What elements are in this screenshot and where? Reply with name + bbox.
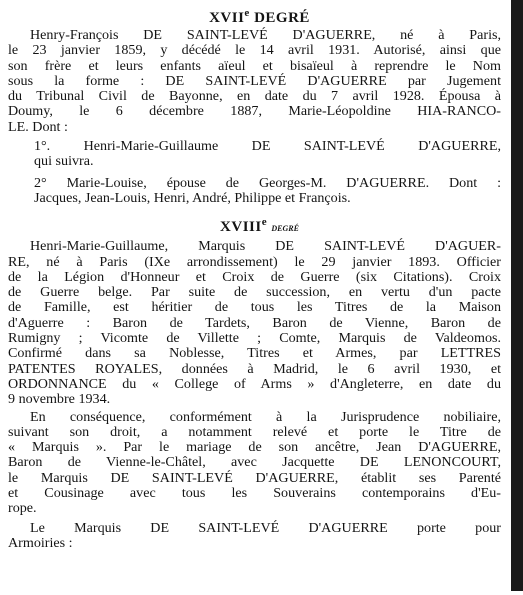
heading-numeral: XVIII bbox=[220, 219, 262, 236]
heading-word: degré bbox=[271, 222, 299, 235]
text-line: En conséquence, conformément à la Jurisprudence nobiliaire, bbox=[30, 408, 501, 425]
paragraph-consequence bbox=[8, 410, 511, 517]
text-line: rope. bbox=[8, 500, 37, 517]
text-line: du Tribunal Civil de Bayonne, en date du 7 avril 1928. Épousa à bbox=[8, 88, 501, 105]
text-line: Le Marquis DE SAINT-LEVÉ D'AGUERRE porte pour bbox=[30, 519, 501, 536]
heading-superscript: e bbox=[261, 216, 268, 229]
text-line: Jacques, Jean-Louis, Henri, André, Philippe et François. bbox=[34, 189, 351, 206]
paragraph-armoiries bbox=[8, 521, 511, 552]
text-line: Armoiries : bbox=[8, 534, 73, 551]
text-line: ORDONNANCE du « College of Arms » d'Angleterre, en date du bbox=[8, 375, 501, 392]
document-page bbox=[0, 4, 511, 595]
list-item-child-1 bbox=[8, 139, 511, 170]
text-line: d'Aguerre : Baron de Tardets, Baron de Vienne, Baron de bbox=[8, 314, 501, 331]
text-line: et Cousinage avec tous les Souverains contemporains d'Eu- bbox=[8, 485, 501, 502]
text-line: LE. Dont : bbox=[8, 118, 68, 135]
text-line: 9 novembre 1934. bbox=[8, 391, 111, 408]
page-edge-shadow bbox=[511, 0, 523, 591]
text-line: Baron de Vienne-le-Châtel, avec Jacquette DE LENONCOURT, bbox=[8, 454, 501, 471]
heading-degree-17 bbox=[8, 4, 511, 27]
text-line: de Famille, est héritier de tous les Titres de la Maison bbox=[8, 299, 501, 316]
text-line: sous la forme : DE SAINT-LEVÉ D'AGUERRE par Jugement bbox=[8, 72, 501, 89]
paragraph-henri-marie-guillaume bbox=[8, 239, 511, 407]
text-line: 2° Marie-Louise, épouse de Georges-M. D'AGUERRE. Dont : bbox=[34, 174, 501, 191]
heading-superscript: e bbox=[244, 7, 250, 19]
text-line: qui suivra. bbox=[34, 153, 94, 170]
text-line: le 23 janvier 1859, y décédé le 14 avril 1931. Autorisé, ainsi que bbox=[8, 42, 501, 59]
heading-degree-18 bbox=[8, 213, 511, 237]
text-line: PATENTES ROYALES, données à Madrid, le 6 avril 1930, et bbox=[8, 360, 501, 377]
heading-word: DEGRÉ bbox=[254, 10, 310, 26]
text-line: Confirmé dans sa Noblesse, Titres et Armes, par LETTRES bbox=[8, 345, 501, 362]
text-line: de la Légion d'Honneur et Croix de Guerre (six Citations). Croix bbox=[8, 268, 501, 285]
text-line: suivant son droit, a notamment relevé et porte le Titre de bbox=[8, 423, 501, 440]
text-line: le Marquis DE SAINT-LEVÉ D'AGUERRE, établit ses Parenté bbox=[8, 469, 501, 486]
text-line: RE, né à Paris (IXe arrondissement) le 29 janvier 1893. Officier bbox=[8, 253, 501, 270]
text-line: Rumigny ; Vicomte de Villette ; Comte, Marquis de Valdeomos. bbox=[8, 330, 501, 347]
text-line: « Marquis ». Par le mariage de son ancêtre, Jean D'AGUERRE, bbox=[8, 439, 501, 456]
heading-numeral: XVII bbox=[209, 10, 245, 26]
text-line: Henry-François DE SAINT-LEVÉ D'AGUERRE, né à Paris, bbox=[30, 27, 501, 43]
text-line: Henri-Marie-Guillaume, Marquis DE SAINT-LEVÉ D'AGUER- bbox=[30, 238, 501, 255]
text-line: 1°. Henri-Marie-Guillaume DE SAINT-LEVÉ D'AGUERRE, bbox=[34, 138, 501, 155]
list-item-child-2 bbox=[8, 176, 511, 207]
text-line: Doumy, le 6 décembre 1887, Marie-Léopoldine HIA-RANCO- bbox=[8, 103, 501, 120]
text-line: son frère et leurs enfants aïeul et bisaïeul à reprendre le Nom bbox=[8, 57, 501, 74]
text-line: de Guerre belge. Par suite de succession, en vertu d'un pacte bbox=[8, 284, 501, 301]
paragraph-henry-francois bbox=[8, 28, 511, 135]
